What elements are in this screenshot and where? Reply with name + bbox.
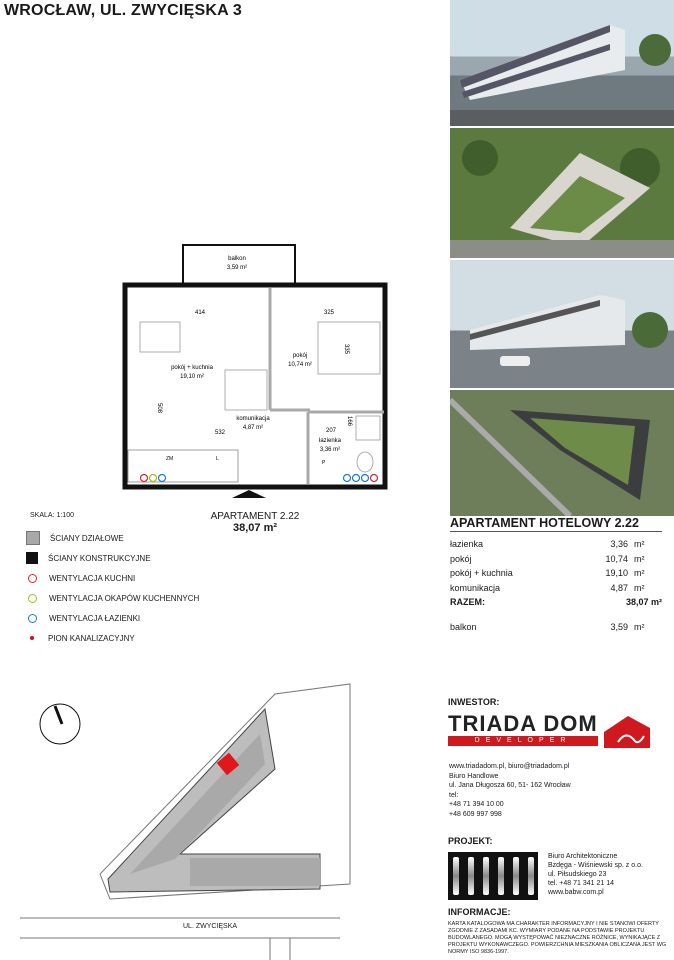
legend-item: WENTYLACJA ŁAZIENKI (26, 608, 199, 628)
rendering-3 (450, 260, 674, 390)
area-summary-table (450, 537, 662, 634)
rendering-4 (450, 390, 674, 518)
building-rendering-1 (450, 0, 674, 126)
legend-item: ŚCIANY DZIAŁOWE (26, 528, 199, 548)
rendering-1 (450, 0, 674, 128)
floor-plan (0, 240, 440, 510)
info-heading: INFORMACJE: (448, 907, 511, 917)
dimension-label: 532 (215, 430, 226, 436)
dimension-label: 335 (343, 344, 349, 355)
apartment-label (205, 511, 305, 534)
bathroom-vent-icon (28, 614, 37, 623)
investor-heading: INWESTOR: (448, 697, 500, 707)
summary-balcony-row: balkon 3,59 m² (450, 621, 645, 632)
room-label: pokój + kuchnia (171, 365, 213, 371)
summary-row: łazienka 3,36 m² (450, 539, 645, 550)
summary-row: pokój 10,74 m² (450, 553, 645, 564)
summary-title: APARTAMENT HOTELOWY 2.22 (450, 516, 639, 530)
room-label: pokój (292, 353, 308, 359)
page-title: WROCŁAW, UL. ZWYCIĘSKA 3 (4, 2, 242, 19)
room-area: 19,10 m² (180, 374, 204, 380)
partition-swatch (26, 531, 40, 545)
dimension-label: 325 (324, 310, 335, 316)
summary-divider (450, 531, 662, 532)
room-area: 10,74 m² (288, 362, 312, 368)
legend (26, 528, 199, 648)
fixture-label: ZM (166, 456, 174, 462)
building-rendering-2 (450, 128, 674, 258)
summary-row: komunikacja 4,87 m² (450, 582, 645, 593)
room-label: komunikacja (236, 416, 270, 422)
triada-dom-logo: TRIADA DOM DEVELOPER (448, 712, 670, 750)
room-label: łazienka (318, 438, 342, 444)
scale-label: SKALA: 1:100 (30, 512, 74, 519)
fixture-label: P (322, 460, 326, 466)
structural-swatch (26, 552, 38, 564)
rendering-2 (450, 128, 674, 260)
project-details: Biuro Architektoniczne Bzdęga - Wiśniewski sp. z o.o. ul. Piłsudskiego 23 tel. +48 71 341 21 14 www.babw.com.pl (548, 853, 643, 896)
entrance-arrow (232, 490, 266, 498)
legend-item: WENTYLACJA KUCHNI (26, 568, 199, 588)
dimension-label: 508 (156, 403, 162, 414)
hood-vent-icon (28, 594, 37, 603)
balcony-area: 3,59 m² (226, 265, 248, 271)
room-area: 3,36 m² (319, 447, 341, 453)
compass-icon (40, 704, 80, 744)
project-heading: PROJEKT: (448, 836, 493, 846)
investor-contact: www.triadadom.pl, biuro@triadadom.pl Biuro Handlowe ul. Jana Długosza 60, 51- 162 Wrocław tel: +48 71 394 10 00 +48 609 997 998 (449, 763, 571, 818)
kitchen-vent-icon (28, 574, 37, 583)
legend-item: WENTYLACJA OKAPÓW KUCHENNYCH (26, 588, 199, 608)
apartment-area: 38,07 m² (232, 522, 278, 534)
fixture-label: L (216, 456, 219, 462)
site-plan (0, 674, 440, 960)
info-text: KARTA KATALOGOWA MA CHARAKTER INFORMACYJNY I NIE STANOWI OFERTY ZGODNIE Z ZASADAMI KC. WYMIARY PODANE NA PODSTAWIE PROJEKTU BUDOWLANEGO. MOGĄ WYSTĘPOWAĆ NIEZNACZNE RÓŻNICE, WYNIKAJĄCE Z PROJEKTU WYKONAWCZEGO. POWIERZCHNIA MIESZKANIA OBLICZANA JEST WG NORMY ISO 9836-1997. (448, 921, 667, 955)
dimension-label: 166 (346, 416, 352, 427)
building-rendering-4 (450, 390, 674, 516)
house-logo-icon (604, 716, 650, 748)
dimension-label: 207 (326, 428, 337, 434)
street-label: UL. ZWYCIĘSKA (183, 923, 238, 930)
summary-total-row: RAZEM: 38,07 m² (450, 597, 662, 608)
building-rendering-3 (450, 260, 674, 388)
legend-item: ŚCIANY KONSTRUKCYJNE (26, 548, 199, 568)
legend-item: PION KANALIZACYJNY (26, 628, 199, 648)
investor-website-link[interactable]: www.triadadom.pl, biuro@triadadom.pl (449, 763, 570, 770)
architect-logo (448, 852, 538, 900)
sewer-riser-icon (30, 636, 34, 640)
apartment-outline (125, 285, 385, 487)
summary-row: pokój + kuchnia 19,10 m² (450, 568, 645, 579)
project-website-link[interactable]: www.babw.com.pl (548, 889, 604, 896)
balcony-name: balkon (228, 256, 246, 262)
dimension-label: 414 (195, 310, 206, 316)
apartment-name: APARTAMENT 2.22 (210, 511, 300, 522)
room-area: 4,87 m² (242, 425, 264, 431)
